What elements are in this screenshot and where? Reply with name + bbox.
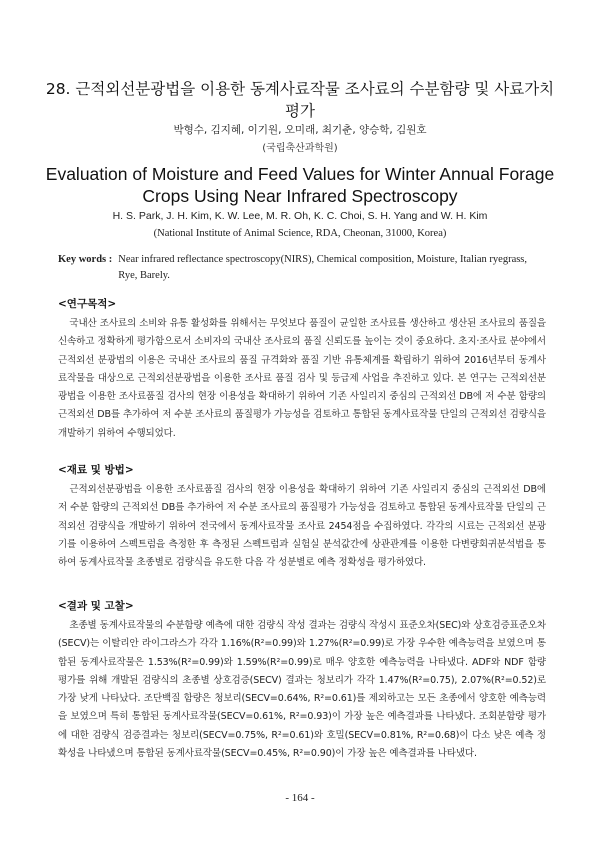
korean-title: 28. 근적외선분광법을 이용한 동계사료작물 조사료의 수분함량 및 사료가치 평가 xyxy=(45,80,555,120)
korean-affiliation: (국립축산과학원) xyxy=(262,143,338,154)
keywords-label: Key words : xyxy=(58,254,113,265)
english-affiliation: (National Institute of Animal Science, RDA, Cheonan, 31000, Korea) xyxy=(153,228,447,239)
english-title: Evaluation of Moisture and Feed Values for Winter Annual Forage Crops Using Near Infrared Spectroscopy xyxy=(45,164,555,206)
section-body: 국내산 조사료의 소비와 유통 활성화를 위해서는 무엇보다 품질이 균일한 조사료를 생산하고 생산된 조사료의 품질을 신속하고 정확하게 평가함으로서 소비자의 국내산 조사료의 품질 신뢰도를 높이는 것이 중요하다. 초지·조사료 분야에서 근적외선 분광법의 이용은 국내산 조사료의 품질 규격화와 품질 기반 유통체계를 확립하기 위하여 2016년부터 동계사료작물을 대상으로 근적외선분광법을 이용한 조사료 품질 검사 및 등급제 사업을 추진하고 있다. 본 연구는 근적외선분광법을 이용한 조사료품질 검사의 현장 이용성을 확대하기 위하여 기존 사일리지 중심의 근적외선 DB에 저 수분 함량의 근적외선 DB를 추가하여 저 수분 조사료의 품질평가 가능성을 검토하고 통합된 동계사료작물 단일의 근적외선 검량식을 개발하기 위하여 수행되었다. xyxy=(58,318,546,439)
keywords xyxy=(58,252,546,284)
section-heading: <재료 및 방법> xyxy=(58,464,134,476)
section-heading: <연구목적> xyxy=(58,298,117,310)
keywords-text: Near infrared reflectance spectroscopy(NIRS), Chemical composition, Moisture, Italian ryegrass, Rye, Barely. xyxy=(118,254,528,281)
page-number: - 164 - xyxy=(285,792,315,804)
section-purpose xyxy=(58,296,546,443)
section-heading: <결과 및 고찰> xyxy=(58,600,134,612)
english-authors: H. S. Park, J. H. Kim, K. W. Lee, M. R. Oh, K. C. Choi, S. H. Yang and W. H. Kim xyxy=(112,210,488,222)
section-results xyxy=(58,598,546,763)
section-body: 초종별 동계사료작물의 수분함량 예측에 대한 검량식 작성 결과는 검량식 작성시 표준오차(SEC)와 상호검증표준오차(SECV)는 이탈리안 라이그라스가 각각 1.16%(R²=0.99)와 1.27%(R²=0.99)로 가장 우수한 예측능력을 보였으며 통합된 동계사료작물은 1.53%(R²=0.99)와 1.59%(R²=0.99)로 매우 양호한 예측능력을 나타냈다. ADF와 NDF 함량 평가를 위해 개발된 검량식의 초종별 상호검증(SECV) 결과는 청보리가 각각 1.47%(R²=0.75), 2.07%(R²=0.52)로 가장 낮게 나타났다. 조단백질 함량은 청보리(SECV=0.64%, R²=0.61)를 제외하고는 모든 초종에서 양호한 예측능력을 보였으며 특히 통합된 동계사료작물(SECV=0.61%, R²=0.93)이 가장 높은 예측결과를 나타냈다. 조회분함량 평가에 대한 검량식 검증결과는 청보리(SECV=0.75%, R²=0.61)와 호밀(SECV=0.81%, R²=0.68)이 다소 낮은 예측 정확성을 나타냈으며 통합된 동계사료작물(SECV=0.45%, R²=0.90)이 가장 높은 예측결과를 나타냈다. xyxy=(58,620,546,760)
section-methods xyxy=(58,462,546,572)
section-body: 근적외선분광법을 이용한 조사료품질 검사의 현장 이용성을 확대하기 위하여 기존 사일리지 중심의 근적외선 DB에 저 수분 함량의 근적외선 DB를 추가하여 저 수분 조사료의 품질평가 가능성을 검토하고 통합된 동계사료작물 단일의 근적외선 검량식을 개발하기 위하여 전국에서 동계사료작물 조사료 2454점을 수집하였다. 각각의 시료는 근적외선 분광기를 이용하여 스펙트럼을 측정한 후 측정된 스펙트럼과 실험실 분석값간에 상관관계를 이용한 다변량회귀분석법을 통하여 동계사료작물 초종별로 검량식을 유도한 다음 각 성분별로 예측 정확성을 평가하였다. xyxy=(58,484,546,569)
korean-authors: 박형수, 김지혜, 이기원, 오미래, 최기춘, 양승학, 김원호 xyxy=(173,124,427,136)
